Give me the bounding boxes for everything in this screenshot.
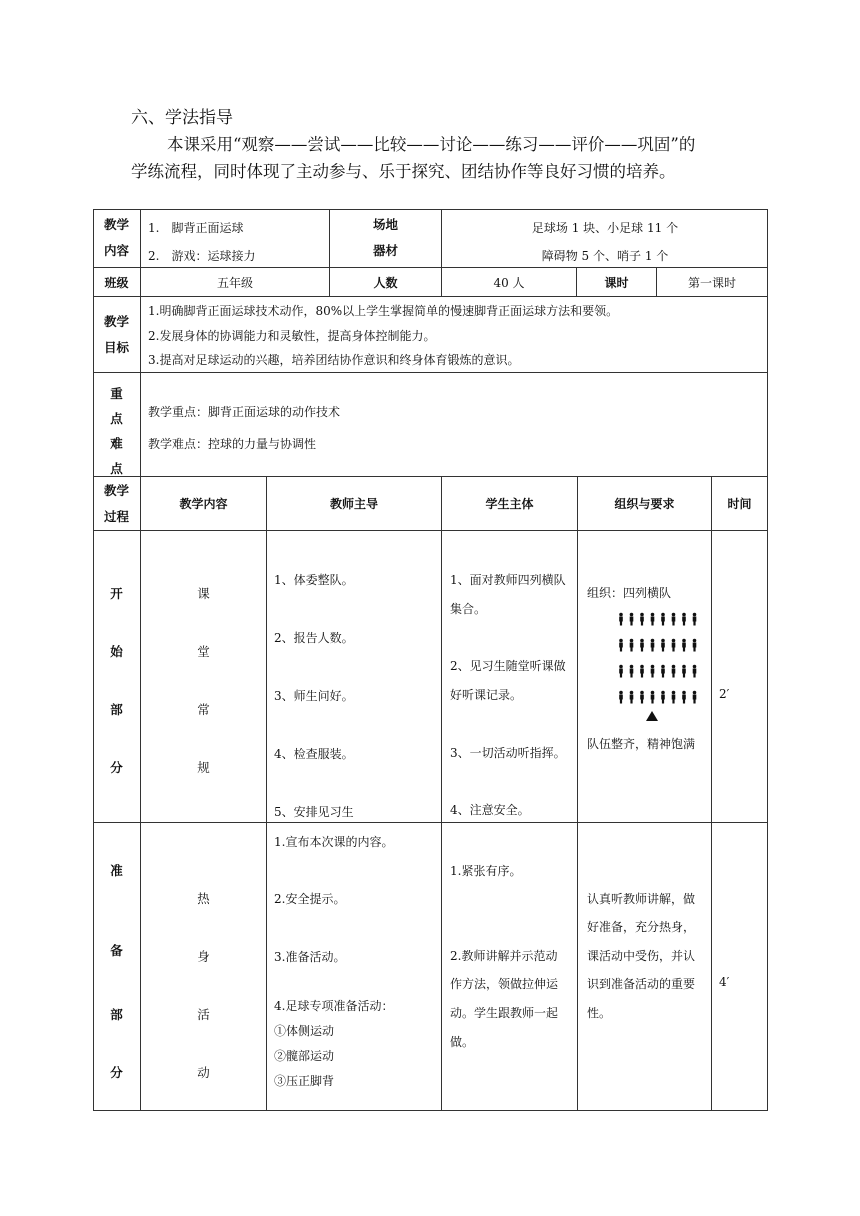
student-figure-icon bbox=[630, 691, 634, 704]
student-figure-icon bbox=[630, 639, 634, 652]
prep-time-value: 4′ bbox=[719, 975, 730, 989]
col-header-organization: 组织与要求 bbox=[578, 477, 712, 531]
equipment-line-1: 足球场 1 块、小足球 11 个 bbox=[531, 221, 679, 235]
col-header-content: 教学内容 bbox=[141, 477, 267, 531]
formation-diagram bbox=[578, 607, 712, 727]
teacher-step: 4、检查服装。 bbox=[274, 747, 354, 761]
org-note: 队伍整齐，精神饱满 bbox=[587, 737, 696, 751]
goals-label-line2: 目标 bbox=[103, 339, 129, 355]
student-figure-icon bbox=[619, 613, 623, 626]
goals-label-line1: 教学 bbox=[103, 313, 129, 329]
start-label-char: 分 bbox=[110, 760, 123, 775]
prep-part-label bbox=[93, 823, 141, 1111]
equipment-line-2: 障碍物 5 个、哨子 1 个 bbox=[541, 249, 669, 263]
col-header-student: 学生主体 bbox=[442, 477, 578, 531]
start-time-value: 2′ bbox=[719, 687, 730, 701]
period-label: 课时 bbox=[577, 268, 657, 297]
student-figure-icon bbox=[651, 691, 655, 704]
prep-label-char: 准 bbox=[110, 863, 123, 878]
org-line: 认真听教师讲解，做 bbox=[587, 892, 696, 906]
student-figure-icon bbox=[672, 613, 676, 626]
prep-time bbox=[712, 823, 768, 1111]
grade-value: 五年级 bbox=[141, 268, 330, 297]
paragraph-line-2: 学练流程，同时体现了主动参与、乐于探究、团结协作等良好习惯的培养。 bbox=[131, 162, 676, 181]
start-label-char: 始 bbox=[110, 644, 123, 659]
teacher-step: 2、报告人数。 bbox=[274, 631, 354, 645]
student-figure-icon bbox=[619, 665, 623, 678]
student-figure-icon bbox=[640, 613, 644, 626]
student-line: 4、注意安全。 bbox=[450, 803, 530, 817]
keypoints-label bbox=[93, 373, 141, 477]
grade-label: 班级 bbox=[93, 268, 141, 297]
student-figure-icon bbox=[672, 665, 676, 678]
student-figure-icon bbox=[661, 691, 665, 704]
teacher-substep: ①体侧运动 bbox=[274, 1024, 335, 1038]
prep-label-char: 部 bbox=[110, 1007, 123, 1022]
org-line: 好准备，充分热身， bbox=[587, 920, 696, 934]
content-label-line1: 教学 bbox=[103, 217, 129, 232]
student-line: 集合。 bbox=[450, 602, 487, 616]
student-figure-icon bbox=[619, 639, 623, 652]
teacher-step: 5、安排见习生 bbox=[274, 805, 354, 819]
prep-content-char: 动 bbox=[197, 1065, 210, 1080]
content-item-2: 2. 游戏：运球接力 bbox=[148, 249, 256, 263]
start-content bbox=[141, 531, 267, 823]
people-value: 40 人 bbox=[442, 268, 577, 297]
student-figure-icon bbox=[651, 665, 655, 678]
teacher-step: 4.足球专项准备活动： bbox=[274, 999, 394, 1013]
col-header-time: 时间 bbox=[712, 477, 768, 531]
keypoints-label-char: 点 bbox=[110, 411, 123, 426]
content-item-1: 1. 脚背正面运球 bbox=[148, 221, 244, 235]
start-content-char: 堂 bbox=[197, 644, 210, 659]
student-figure-icon bbox=[640, 639, 644, 652]
prep-label-char: 分 bbox=[110, 1065, 123, 1080]
prep-content bbox=[141, 823, 267, 1111]
teacher-position-icon bbox=[646, 711, 658, 721]
student-figure-icon bbox=[693, 665, 697, 678]
student-figure-icon bbox=[693, 691, 697, 704]
student-line: 2、见习生随堂听课做 bbox=[450, 659, 566, 673]
student-figure-icon bbox=[651, 639, 655, 652]
student-figure-icon bbox=[682, 691, 686, 704]
section-heading: 六、学法指导 bbox=[131, 108, 233, 128]
student-figure-icon bbox=[661, 665, 665, 678]
teacher-substep: ②髋部运动 bbox=[274, 1049, 335, 1063]
goals-label bbox=[93, 297, 141, 373]
student-line: 1.紧张有序。 bbox=[450, 864, 522, 878]
paragraph-line-1: 本课采用“观察——尝试——比较——讨论——练习——评价——巩固”的 bbox=[167, 135, 696, 154]
student-line: 1、面对教师四列横队 bbox=[450, 573, 566, 587]
section-paragraph bbox=[131, 131, 731, 185]
teaching-difficulty: 教学难点：控球的力量与协调性 bbox=[148, 437, 317, 451]
goal-item: 1.明确脚背正面运球技术动作，80%以上学生掌握简单的慢速脚背正面运球方法和要领。 bbox=[148, 304, 619, 318]
student-figure-icon bbox=[693, 639, 697, 652]
student-figure-icon bbox=[672, 691, 676, 704]
prep-teacher bbox=[267, 823, 442, 1111]
student-figure-icon bbox=[661, 639, 665, 652]
period-value: 第一课时 bbox=[657, 268, 768, 297]
start-part-label bbox=[93, 531, 141, 823]
teaching-focus: 教学重点：脚背正面运球的动作技术 bbox=[148, 405, 341, 419]
process-label bbox=[93, 477, 141, 531]
start-content-char: 常 bbox=[197, 702, 210, 717]
teacher-step: 3、师生问好。 bbox=[274, 689, 354, 703]
student-line: 2.教师讲解并示范动 bbox=[450, 949, 558, 963]
start-time bbox=[712, 531, 768, 823]
student-figure-icon bbox=[693, 613, 697, 626]
start-content-char: 规 bbox=[197, 760, 210, 775]
student-figure-icon bbox=[630, 665, 634, 678]
col-header-teacher: 教师主导 bbox=[267, 477, 442, 531]
prep-content-char: 活 bbox=[197, 1007, 210, 1022]
prep-content-char: 身 bbox=[197, 949, 210, 964]
goal-item: 3.提高对足球运动的兴趣，培养团结协作意识和终身体育锻炼的意识。 bbox=[148, 353, 520, 367]
start-content-char: 课 bbox=[197, 586, 210, 601]
teacher-step: 3.准备活动。 bbox=[274, 950, 346, 964]
prep-content-char: 热 bbox=[197, 891, 210, 906]
equipment-cell bbox=[442, 209, 768, 268]
keypoints-label-char: 点 bbox=[110, 461, 123, 476]
start-label-char: 部 bbox=[110, 702, 123, 717]
teacher-step: 2.安全提示。 bbox=[274, 892, 346, 906]
process-label-line2: 过程 bbox=[103, 508, 129, 524]
content-label-line2: 内容 bbox=[103, 243, 129, 258]
org-line: 性。 bbox=[587, 1006, 612, 1020]
prep-organization bbox=[578, 823, 712, 1111]
goals-cell bbox=[141, 297, 768, 373]
student-figure-icon bbox=[682, 665, 686, 678]
venue-label bbox=[330, 209, 442, 268]
student-figure-icon bbox=[682, 639, 686, 652]
teacher-step: 1.宣布本次课的内容。 bbox=[274, 835, 394, 849]
prep-label-char: 备 bbox=[110, 943, 123, 958]
start-student bbox=[442, 531, 578, 823]
student-figure-icon bbox=[682, 613, 686, 626]
people-label: 人数 bbox=[330, 268, 442, 297]
student-line: 动。学生跟教师一起 bbox=[450, 1006, 559, 1020]
process-label-line1: 教学 bbox=[103, 482, 129, 498]
student-figure-icon bbox=[640, 691, 644, 704]
student-figure-icon bbox=[651, 613, 655, 626]
venue-label-line1: 场地 bbox=[372, 217, 398, 232]
content-label bbox=[93, 209, 141, 268]
student-line: 作方法，领做拉伸运 bbox=[450, 977, 559, 991]
content-cell bbox=[141, 209, 330, 268]
teacher-step: 1、体委整队。 bbox=[274, 573, 354, 587]
venue-label-line2: 器材 bbox=[372, 243, 398, 258]
student-figure-icon bbox=[672, 639, 676, 652]
start-teacher bbox=[267, 531, 442, 823]
keypoints-label-char: 重 bbox=[110, 386, 123, 401]
teacher-substep: ③压正脚背 bbox=[274, 1074, 335, 1088]
student-line: 好听课记录。 bbox=[450, 688, 523, 702]
student-figure-icon bbox=[640, 665, 644, 678]
keypoints-cell bbox=[141, 373, 768, 477]
start-organization bbox=[578, 531, 712, 823]
goal-item: 2.发展身体的协调能力和灵敏性，提高身体控制能力。 bbox=[148, 329, 436, 343]
student-line: 3、一切活动听指挥。 bbox=[450, 746, 566, 760]
start-label-char: 开 bbox=[110, 586, 123, 601]
student-figure-icon bbox=[630, 613, 634, 626]
prep-student bbox=[442, 823, 578, 1111]
org-title: 组织：四列横队 bbox=[587, 586, 672, 600]
student-line: 做。 bbox=[450, 1035, 475, 1049]
student-figure-icon bbox=[661, 613, 665, 626]
student-figure-icon bbox=[619, 691, 623, 704]
org-line: 课活动中受伤，并认 bbox=[587, 949, 696, 963]
keypoints-label-char: 难 bbox=[110, 436, 123, 451]
org-line: 识到准备活动的重要 bbox=[587, 977, 696, 991]
